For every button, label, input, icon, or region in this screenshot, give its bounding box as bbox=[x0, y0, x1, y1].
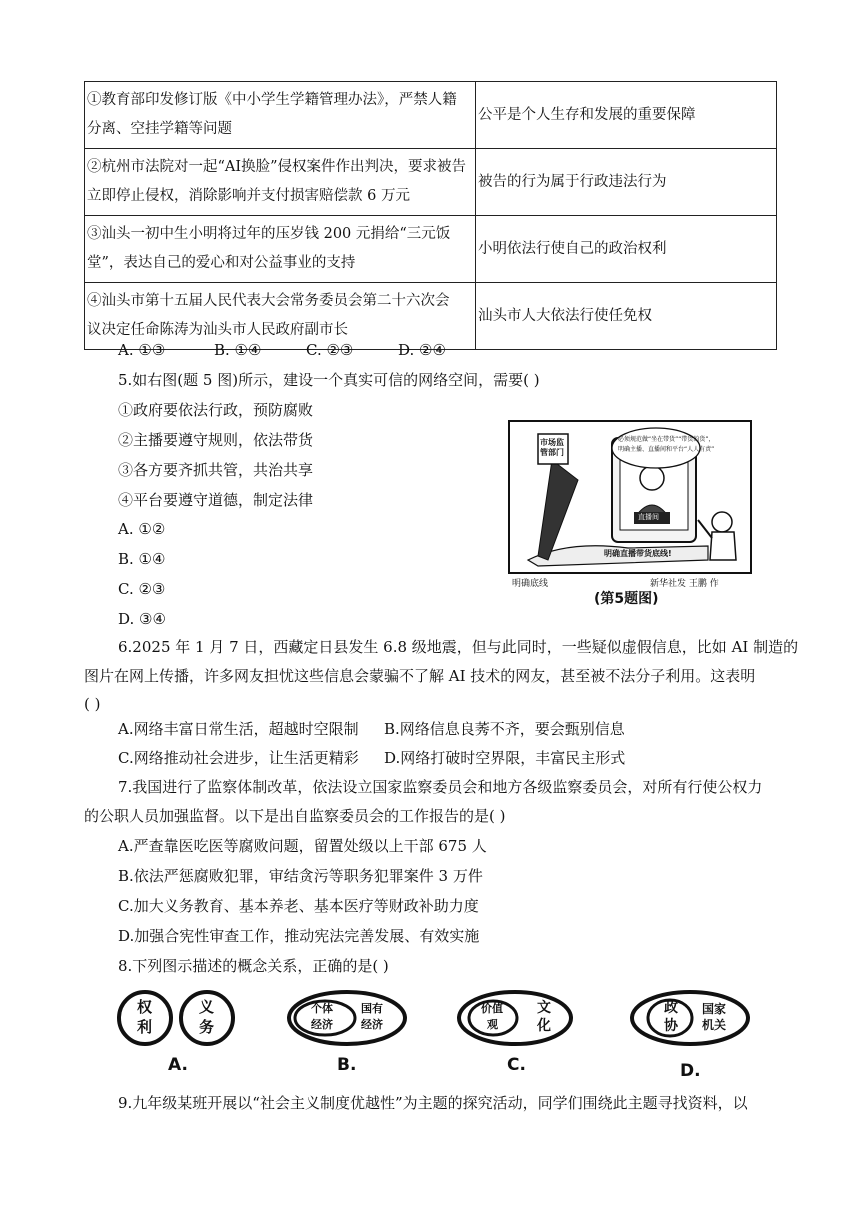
q5-item-3: ③各方要齐抓共管，共治共享 bbox=[118, 461, 314, 479]
table-cell-right: 小明依法行使自己的政治权利 bbox=[476, 216, 777, 283]
cartoon-bubble-line-2: 明确主播、直播间和平台“人人有责” bbox=[618, 446, 715, 453]
diagram-d-label: D. bbox=[680, 1061, 701, 1081]
q5-option-a: A. ①② bbox=[118, 520, 166, 538]
table-cell-right: 公平是个人生存和发展的重要保障 bbox=[476, 82, 777, 149]
diagram-c-outer-1: 文 bbox=[537, 1000, 551, 1016]
diagram-a-right-1: 义 bbox=[199, 998, 215, 1016]
q5-stem: 5.如右图(题 5 图)所示，建设一个真实可信的网络空间，需要( ) bbox=[118, 371, 540, 389]
diagram-c-outer-2: 化 bbox=[537, 1018, 551, 1034]
table-row bbox=[85, 216, 777, 283]
q5-option-b: B. ①④ bbox=[118, 550, 166, 568]
diagram-b-inner-1: 个体 bbox=[311, 1002, 333, 1015]
q6-option-c: C.网络推动社会进步，让生活更精彩 bbox=[118, 749, 359, 767]
q8-diagram-d bbox=[628, 990, 758, 1085]
table-cell-right: 汕头市人大依法行使任免权 bbox=[476, 283, 777, 350]
diagram-c-label: C. bbox=[507, 1055, 526, 1075]
q5-item-2: ②主播要遵守规则，依法带货 bbox=[118, 431, 314, 449]
q6-option-a: A.网络丰富日常生活，超越时空限制 bbox=[118, 720, 359, 738]
q8-diagram-c bbox=[455, 990, 585, 1080]
diagram-d-inner-2: 协 bbox=[664, 1018, 678, 1034]
q6-option-b: B.网络信息良莠不齐，要会甄别信息 bbox=[384, 720, 625, 738]
table-row bbox=[85, 149, 777, 216]
q7-line-2: 的公职人员加强监督。以下是出自监察委员会的工作报告的是( ) bbox=[84, 807, 506, 825]
diagram-d-inner-1: 政 bbox=[664, 1000, 678, 1016]
q7-option-b: B.依法严惩腐败犯罪，审结贪污等职务犯罪案件 3 万件 bbox=[118, 867, 483, 885]
diagram-b-outer-1: 国有 bbox=[361, 1002, 383, 1015]
q7-option-c: C.加大义务教育、基本养老、基本医疗等财政补助力度 bbox=[118, 897, 479, 915]
q5-item-4: ④平台要遵守道德，制定法律 bbox=[118, 491, 314, 509]
cartoon-screen-label: 直播间 bbox=[638, 513, 659, 521]
table-cell-left: ①教育部印发修订版《中小学生学籍管理办法》，严禁人籍 分离、空挂学籍等问题 bbox=[85, 82, 476, 149]
table-cell-right: 被告的行为属于行政违法行为 bbox=[476, 149, 777, 216]
q5-option-c: C. ②③ bbox=[118, 580, 166, 598]
cartoon-caption-right: 新华社发 王鹏 作 bbox=[650, 579, 719, 589]
table-cell-left: ②杭州市法院对一起“AI换脸”侵权案件作出判决，要求被告 立即停止侵权，消除影响并支付损害赔偿款 6 万元 bbox=[85, 149, 476, 216]
q8-diagram-b bbox=[285, 990, 415, 1080]
cartoon-caption-left: 明确底线 bbox=[512, 579, 549, 589]
diagram-b-inner-2: 经济 bbox=[311, 1018, 333, 1031]
q5-cartoon bbox=[508, 420, 752, 610]
diagram-b-label: B. bbox=[337, 1055, 357, 1075]
q6-line-1: 6.2025 年 1 月 7 日，西藏定日县发生 6.8 级地震，但与此同时，一些疑似虚假信息，比如 AI 制造的 bbox=[118, 638, 799, 656]
cartoon-bubble-line-1: 必须规范做“坐在带货”“带货的货”， bbox=[618, 436, 715, 443]
cartoon-ribbon-text: 明确直播带货底线! bbox=[604, 549, 672, 558]
diagram-c-inner-2: 观 bbox=[487, 1018, 498, 1031]
question-4-table bbox=[84, 81, 777, 350]
q6-line-2: 图片在网上传播，许多网友担忧这些信息会蒙骗不了解 AI 技术的网友，甚至被不法分子利用。这表明 bbox=[84, 667, 756, 685]
cartoon-title: (第5题图) bbox=[594, 591, 659, 607]
q7-line-1: 7.我国进行了监察体制改革，依法设立国家监察委员会和地方各级监察委员会，对所有行使公权力 bbox=[118, 778, 763, 796]
q6-option-d: D.网络打破时空界限，丰富民主形式 bbox=[384, 749, 626, 767]
diagram-a-right-2: 务 bbox=[199, 1018, 215, 1036]
q8-stem: 8.下列图示描述的概念关系，正确的是( ) bbox=[118, 957, 389, 975]
q4-option-a: A. ①③ bbox=[118, 341, 166, 359]
q7-option-a: A.严查靠医吃医等腐败问题，留置处级以上干部 675 人 bbox=[118, 837, 487, 855]
cartoon-sign-text: 市场监管部门 bbox=[540, 438, 564, 457]
q6-line-3: ( ) bbox=[84, 695, 101, 713]
q4-option-d: D. ②④ bbox=[398, 341, 446, 359]
table-cell-left: ④汕头市第十五届人民代表大会常务委员会第二十六次会 议决定任命陈涛为汕头市人民政府副市长 bbox=[85, 283, 476, 350]
q8-diagram-a bbox=[115, 990, 245, 1080]
diagram-d-outer-1: 国家 bbox=[702, 1002, 727, 1016]
diagram-d-outer-2: 机关 bbox=[702, 1018, 727, 1032]
q4-option-b: B. ①④ bbox=[214, 341, 262, 359]
q7-option-d: D.加强合宪性审查工作，推动宪法完善发展、有效实施 bbox=[118, 927, 480, 945]
diagram-a-label: A. bbox=[168, 1055, 188, 1075]
q5-item-1: ①政府要依法行政，预防腐败 bbox=[118, 401, 314, 419]
q4-option-c: C. ②③ bbox=[306, 341, 354, 359]
diagram-b-outer-2: 经济 bbox=[361, 1018, 383, 1031]
table-cell-left: ③汕头一初中生小明将过年的压岁钱 200 元捐给“三元饭 堂”，表达自己的爱心和对公益事业的支持 bbox=[85, 216, 476, 283]
diagram-c-inner-1: 价值 bbox=[481, 1002, 503, 1015]
table-row bbox=[85, 82, 777, 149]
diagram-a-left-1: 权 bbox=[137, 998, 153, 1016]
q5-option-d: D. ③④ bbox=[118, 610, 166, 628]
q9-line-1: 9.九年级某班开展以“社会主义制度优越性”为主题的探究活动，同学们围绕此主题寻找资料，以 bbox=[118, 1094, 748, 1112]
diagram-a-left-2: 利 bbox=[137, 1018, 153, 1036]
